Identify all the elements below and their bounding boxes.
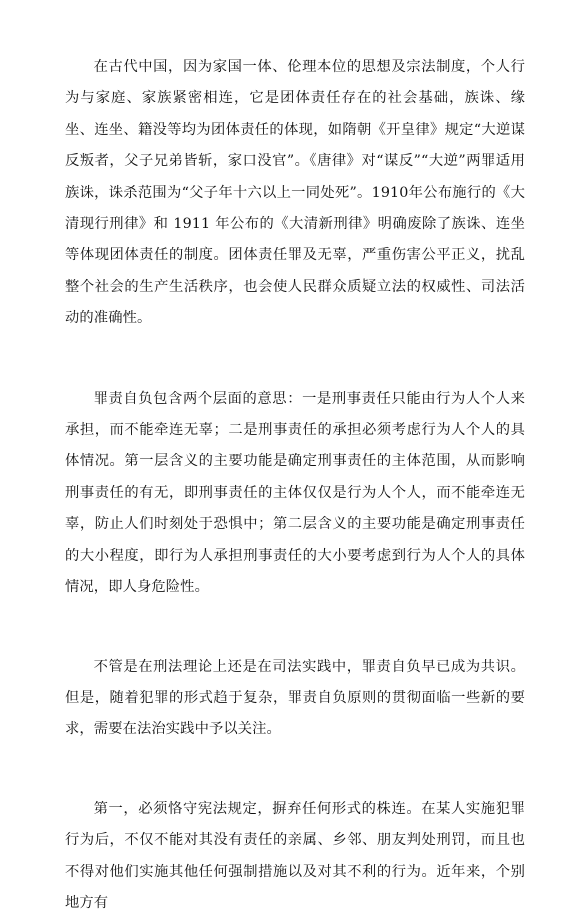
paragraph-personal-responsibility-meaning: 罪责自负包含两个层面的意思：一是刑事责任只能由行为人个人来承担，而不能牵连无辜；二是刑事责任的承担必须考虑行为人个人的具体情况。第一层含义的主要功能是确定刑事责任的主体范围，从而影响刑事责任的有无，即刑事责任的主体仅仅是行为人个人，而不能牵连无辜，防止人们时刻处于恐惧中；第二层含义的主要功能是确定刑事责任的大小程度，即行为人承担刑事责任的大小要考虑到行为人个人的具体情况，即人身危险性。 <box>65 390 525 596</box>
document-page <box>65 52 525 919</box>
paragraph-consensus-new-requirements: 不管是在刑法理论上还是在司法实践中，罪责自负早已成为共识。但是，随着犯罪的形式趋于复杂，罪责自负原则的贯彻面临一些新的要求，需要在法治实践中予以关注。 <box>65 658 525 738</box>
paragraph-first-point-no-implication: 第一，必须恪守宪法规定，摒弃任何形式的株连。在某人实施犯罪行为后，不仅不能对其没有责任的亲属、乡邻、朋友判处刑罚，而且也不得对他们实施其他任何强制措施以及对其不利的行为。近年来，个别地方有 <box>65 800 525 911</box>
paragraph-group-responsibility-history: 在古代中国，因为家国一体、伦理本位的思想及宗法制度，个人行为与家庭、家族紧密相连，它是团体责任存在的社会基础，族诛、缘坐、连坐、籍没等均为团体责任的体现，如隋朝《开皇律》规定“大逆谋反叛者，父子兄弟皆斩，家口没官”。《唐律》对“谋反”“大逆”两罪适用族诛，诛杀范围为“父子年十六以上一同处死”。1910年公布施行的《大清现行刑律》和 1911 年公布的《大清新刑律》明确废除了族诛、连坐等体现团体责任的制度。团体责任罪及无辜，严重伤害公平正义，扰乱整个社会的生产生活秩序，也会使人民群众质疑立法的权威性、司法活动的准确性。 <box>65 59 525 327</box>
